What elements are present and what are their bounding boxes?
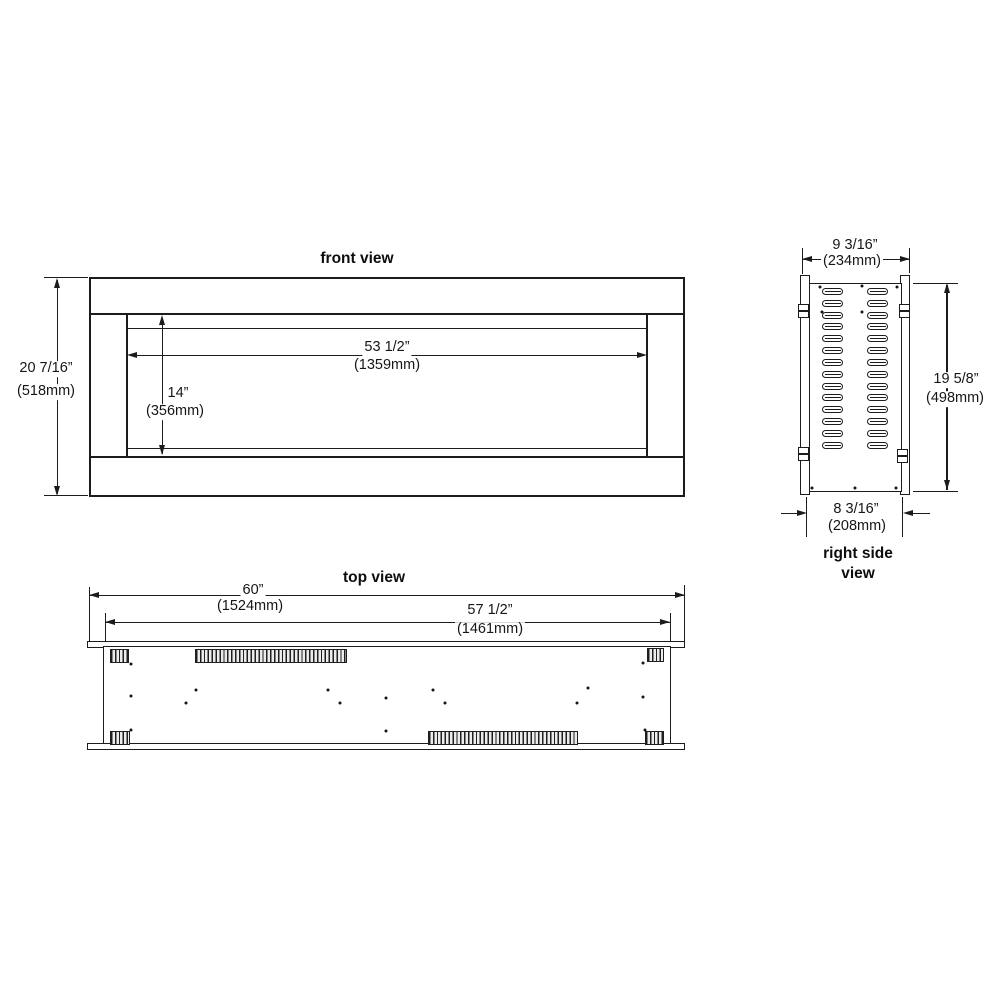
screw-dot xyxy=(896,286,899,289)
arrow-left-icon xyxy=(903,510,913,516)
arrow-down-icon xyxy=(54,486,60,496)
vent-slot xyxy=(867,371,888,378)
vent-slot xyxy=(822,394,843,401)
front-left-column-line xyxy=(126,314,128,457)
vent-grille xyxy=(647,648,664,662)
front-opening-width-label-inches: 53 1/2” xyxy=(364,339,410,356)
screw-dot xyxy=(339,702,342,705)
side-height-ext-top xyxy=(913,283,958,284)
vent-slot xyxy=(822,430,843,437)
screw-dot xyxy=(432,689,435,692)
screw-dot xyxy=(861,285,864,288)
front-glass-top-line xyxy=(127,328,647,329)
vent-slot xyxy=(867,300,888,307)
vent-slot xyxy=(822,371,843,378)
arrow-up-icon xyxy=(54,278,60,288)
front-height-ext-top xyxy=(44,277,88,278)
screw-dot xyxy=(819,286,822,289)
vent-slot xyxy=(822,323,843,330)
front-height-label-mm: (518mm) xyxy=(16,383,76,400)
arrow-left-icon xyxy=(127,352,137,358)
top-view-title: top view xyxy=(342,569,406,586)
arrow-down-icon xyxy=(159,445,165,455)
top-body-ext-left xyxy=(105,613,106,642)
top-body-width-label-inches: 57 1/2” xyxy=(467,602,513,619)
top-overall-width-label-mm: (1524mm) xyxy=(216,598,284,615)
screw-dot xyxy=(444,702,447,705)
front-opening-height-dim-line xyxy=(162,318,163,454)
vent-slot xyxy=(867,383,888,390)
front-glass-bottom-line xyxy=(127,448,647,449)
arrow-left-icon xyxy=(89,592,99,598)
side-bottom-depth-label-mm: (208mm) xyxy=(827,518,887,535)
screw-dot xyxy=(185,702,188,705)
vent-grille xyxy=(428,731,578,745)
vent-slot xyxy=(867,288,888,295)
screw-dot xyxy=(821,311,824,314)
arrow-right-icon xyxy=(660,619,670,625)
screw-dot xyxy=(130,663,133,666)
vent-slot xyxy=(867,335,888,342)
side-height-label-inches: 19 5/8” xyxy=(933,371,979,388)
front-bottom-band-line xyxy=(89,456,685,458)
vent-slot xyxy=(867,359,888,366)
vent-slot xyxy=(867,347,888,354)
front-view-title: front view xyxy=(320,250,394,267)
screw-dot xyxy=(195,689,198,692)
vent-slot xyxy=(822,418,843,425)
front-top-band-line xyxy=(89,313,685,315)
vent-slot xyxy=(867,312,888,319)
screw-dot xyxy=(385,730,388,733)
vent-grille xyxy=(110,649,129,663)
vent-slot xyxy=(822,406,843,413)
front-right-column-line xyxy=(646,314,648,457)
vent-grille xyxy=(645,731,664,745)
top-body-width-label-mm: (1461mm) xyxy=(456,621,524,638)
side-height-ext-bottom xyxy=(913,491,958,492)
arrow-right-icon xyxy=(675,592,685,598)
arrow-up-icon xyxy=(159,315,165,325)
side-view-title-line2: view xyxy=(841,565,875,582)
mounting-clip xyxy=(899,304,910,318)
top-overall-width-label-inches: 60” xyxy=(242,582,264,599)
screw-dot xyxy=(811,487,814,490)
mounting-clip xyxy=(798,304,809,318)
side-bottom-depth-stub-right xyxy=(912,513,930,514)
arrow-right-icon xyxy=(637,352,647,358)
front-opening-height-label-inches: 14” xyxy=(167,385,189,402)
screw-dot xyxy=(385,697,388,700)
screw-dot xyxy=(861,311,864,314)
vent-slot xyxy=(822,312,843,319)
vent-slot xyxy=(867,430,888,437)
side-bottom-depth-label-inches: 8 3/16” xyxy=(833,501,879,518)
screw-dot xyxy=(642,662,645,665)
screw-dot xyxy=(130,695,133,698)
front-opening-height-label-mm: (356mm) xyxy=(145,403,205,420)
side-bottom-depth-ext-right xyxy=(902,497,903,537)
side-bottom-depth-stub-left xyxy=(781,513,798,514)
side-view-title-line1: right side xyxy=(823,545,893,562)
vent-slot xyxy=(822,288,843,295)
screw-dot xyxy=(576,702,579,705)
side-bottom-depth-ext-left xyxy=(806,497,807,537)
vent-slot xyxy=(867,418,888,425)
arrow-left-icon xyxy=(105,619,115,625)
top-rear-flange-strip xyxy=(87,743,685,750)
vent-slot xyxy=(822,359,843,366)
side-top-depth-label-inches: 9 3/16” xyxy=(832,237,878,254)
arrow-right-icon xyxy=(797,510,807,516)
vent-slot xyxy=(822,383,843,390)
vent-slot xyxy=(867,394,888,401)
screw-dot xyxy=(642,696,645,699)
vent-slot xyxy=(867,406,888,413)
screw-dot xyxy=(587,687,590,690)
screw-dot xyxy=(854,487,857,490)
top-overall-dim-line xyxy=(90,595,684,596)
vent-slot xyxy=(867,442,888,449)
vent-slot xyxy=(867,323,888,330)
vent-slot xyxy=(822,442,843,449)
side-height-label-mm: (498mm) xyxy=(925,390,985,407)
side-top-depth-label-mm: (234mm) xyxy=(822,253,882,270)
screw-dot xyxy=(327,689,330,692)
mounting-clip xyxy=(798,447,809,461)
front-height-ext-bottom xyxy=(44,495,88,496)
screw-dot xyxy=(895,487,898,490)
top-body-dim-line xyxy=(106,622,670,623)
arrow-right-icon xyxy=(900,256,910,262)
front-height-label-inches: 20 7/16” xyxy=(19,360,73,377)
arrow-down-icon xyxy=(944,480,950,490)
vent-grille xyxy=(110,731,130,745)
vent-grille xyxy=(195,649,347,663)
vent-slot xyxy=(822,347,843,354)
arrow-up-icon xyxy=(944,283,950,293)
front-opening-width-label-mm: (1359mm) xyxy=(353,357,421,374)
vent-slot xyxy=(822,300,843,307)
vent-slot xyxy=(822,335,843,342)
arrow-left-icon xyxy=(802,256,812,262)
mounting-clip xyxy=(897,449,908,463)
top-body-ext-right xyxy=(670,613,671,642)
